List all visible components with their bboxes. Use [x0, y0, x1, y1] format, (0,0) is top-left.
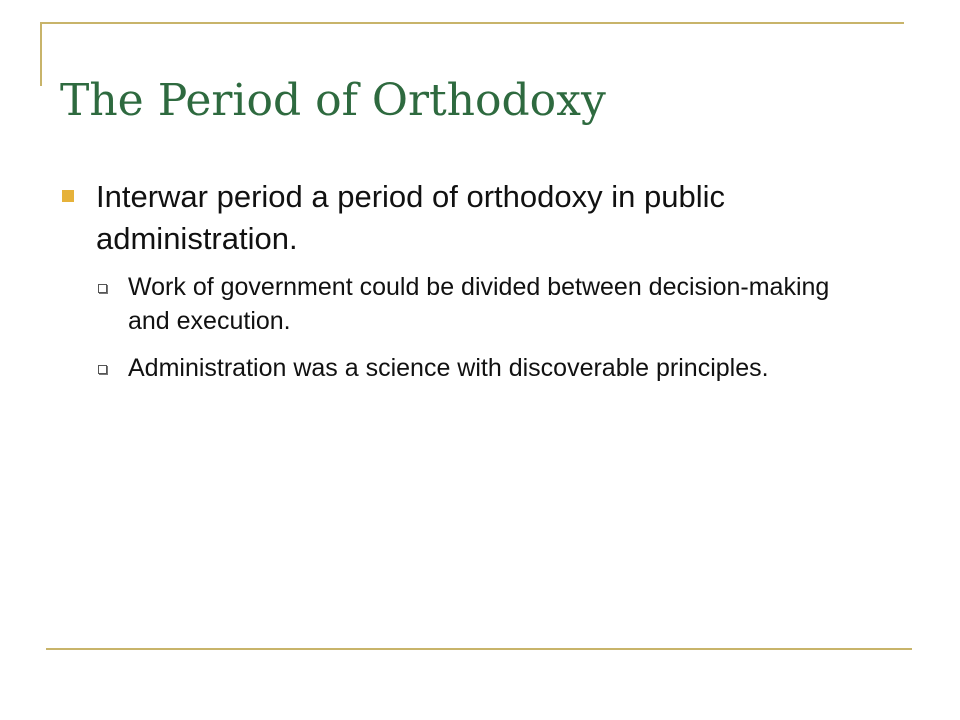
square-bullet-icon [62, 190, 74, 202]
hollow-square-bullet-icon [98, 365, 107, 374]
bottom-accent-line [46, 648, 912, 650]
sub-bullet-list [60, 270, 860, 386]
left-accent-line [40, 22, 42, 86]
slide-body [60, 176, 860, 397]
hollow-square-bullet-icon [98, 284, 107, 293]
sub-bullet-text: Administration was a science with discoverable principles. [128, 353, 769, 382]
slide-title: The Period of Orthodoxy [60, 75, 606, 126]
bullet-text: Interwar period a period of orthodoxy in public administration. [96, 179, 725, 256]
bullet-item [60, 176, 860, 260]
sub-bullet-item [60, 351, 860, 386]
sub-bullet-item [60, 270, 860, 339]
sub-bullet-text: Work of government could be divided between decision-making and execution. [128, 272, 830, 336]
top-accent-line [40, 22, 904, 24]
